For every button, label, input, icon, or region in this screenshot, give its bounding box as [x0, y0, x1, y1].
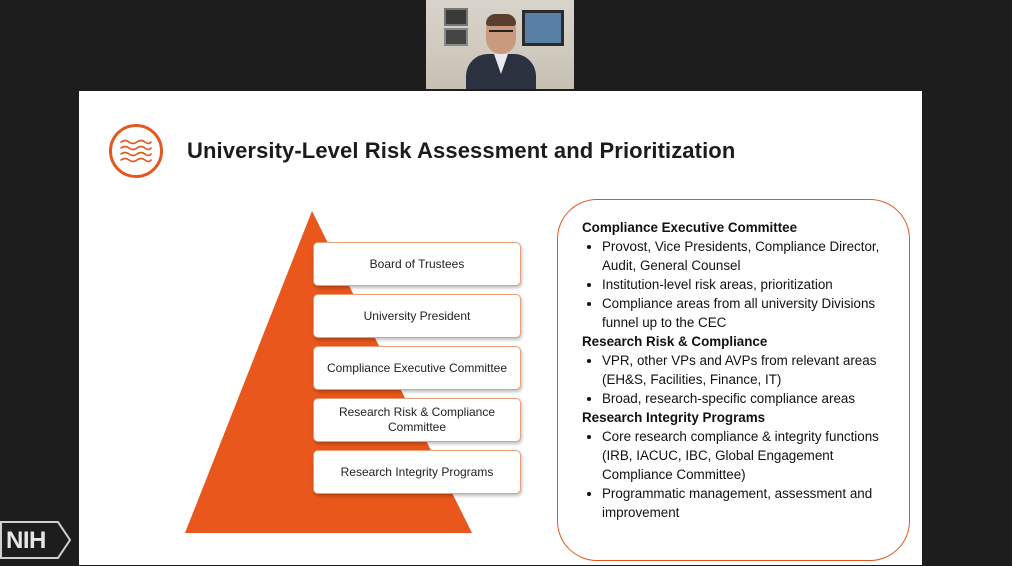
pyramid-tier: Research Risk & Compliance Committee: [313, 398, 521, 442]
waves-icon: [109, 124, 163, 178]
section-heading: Compliance Executive Committee: [582, 220, 798, 235]
bullet-item: • Provost, Vice Presidents, Compliance Director, Audit, General Counsel: [602, 237, 899, 275]
bullet-list: [582, 427, 899, 522]
pyramid-tier: Compliance Executive Committee: [313, 346, 521, 390]
section-heading: Research Integrity Programs: [582, 410, 766, 425]
pyramid-tier: Board of Trustees: [313, 242, 521, 286]
bullet-item: • Programmatic management, assessment and improvement: [602, 484, 899, 522]
bullet-item: • Core research compliance & integrity functions (IRB, IACUC, IBC, Global Engagement Compliance Committee): [602, 427, 899, 484]
wall-picture: [444, 28, 468, 46]
nih-logo: [0, 521, 72, 559]
wall-picture: [444, 8, 468, 26]
bullet-item: • VPR, other VPs and AVPs from relevant areas (EH&S, Facilities, Finance, IT): [602, 351, 899, 389]
speaker-hair: [486, 14, 516, 26]
committee-details-box: [557, 199, 910, 561]
bullet-list: [582, 351, 899, 408]
nih-label: NIH: [6, 527, 46, 554]
shared-slide: [79, 91, 922, 565]
wall-picture: [522, 10, 564, 46]
speaker-glasses: [489, 30, 513, 38]
bullet-item: • Broad, research-specific compliance areas: [602, 389, 899, 408]
bullet-item: • Institution-level risk areas, prioritization: [602, 275, 899, 294]
pyramid-tier: Research Integrity Programs: [313, 450, 521, 494]
pyramid-tier: University President: [313, 294, 521, 338]
section-heading: Research Risk & Compliance: [582, 334, 768, 349]
speaker-video[interactable]: [426, 0, 574, 89]
bullet-list: [582, 237, 899, 332]
bullet-item: • Compliance areas from all university Divisions funnel up to the CEC: [602, 294, 899, 332]
slide-title: University-Level Risk Assessment and Prioritization: [187, 138, 736, 163]
